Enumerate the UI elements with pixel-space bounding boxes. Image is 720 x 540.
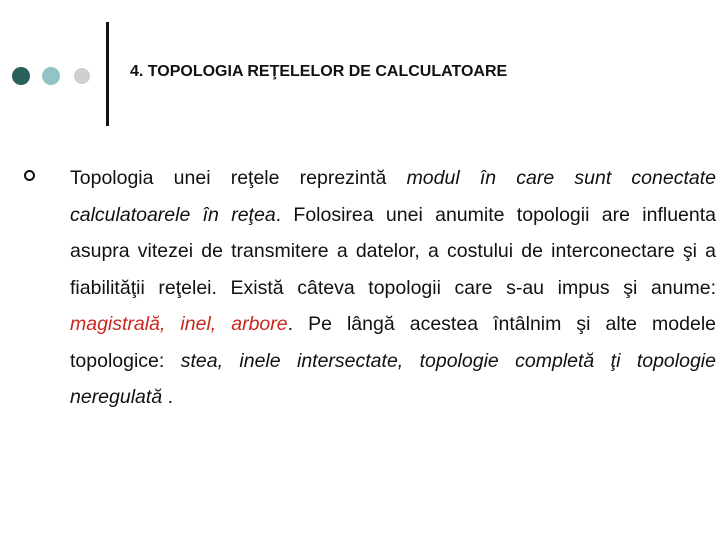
text-topologies-red: magistrală, inel, arbore — [70, 313, 288, 335]
text-end: . — [162, 386, 174, 408]
text-middle: . Folosirea unei anumite topologii are influenta asupra vitezei de transmitere a datelor, a costului de interconectare şi a fiabilităţii reţelei. Există câteva topologii care s-au impus şi anume: — [70, 203, 716, 299]
body-paragraph — [70, 160, 716, 416]
bullet-icon — [24, 170, 35, 181]
text-intro: Topologia unei reţele reprezintă — [70, 167, 407, 189]
text-definition-italic: modul în care sunt conectate calculatoarele în reţea — [70, 167, 716, 226]
title-divider — [106, 22, 109, 126]
text-other-models-italic: stea, inele intersectate, topologie completă ţi topologie neregulată — [70, 349, 716, 408]
decor-dot-light — [42, 67, 60, 85]
decor-dot-gray — [74, 68, 90, 84]
decor-dot-dark — [12, 67, 30, 85]
slide-title: 4. TOPOLOGIA REŢELELOR DE CALCULATOARE — [130, 63, 508, 80]
text-transition: . Pe lângă acestea întâlnim şi alte modele topologice: — [70, 313, 716, 372]
